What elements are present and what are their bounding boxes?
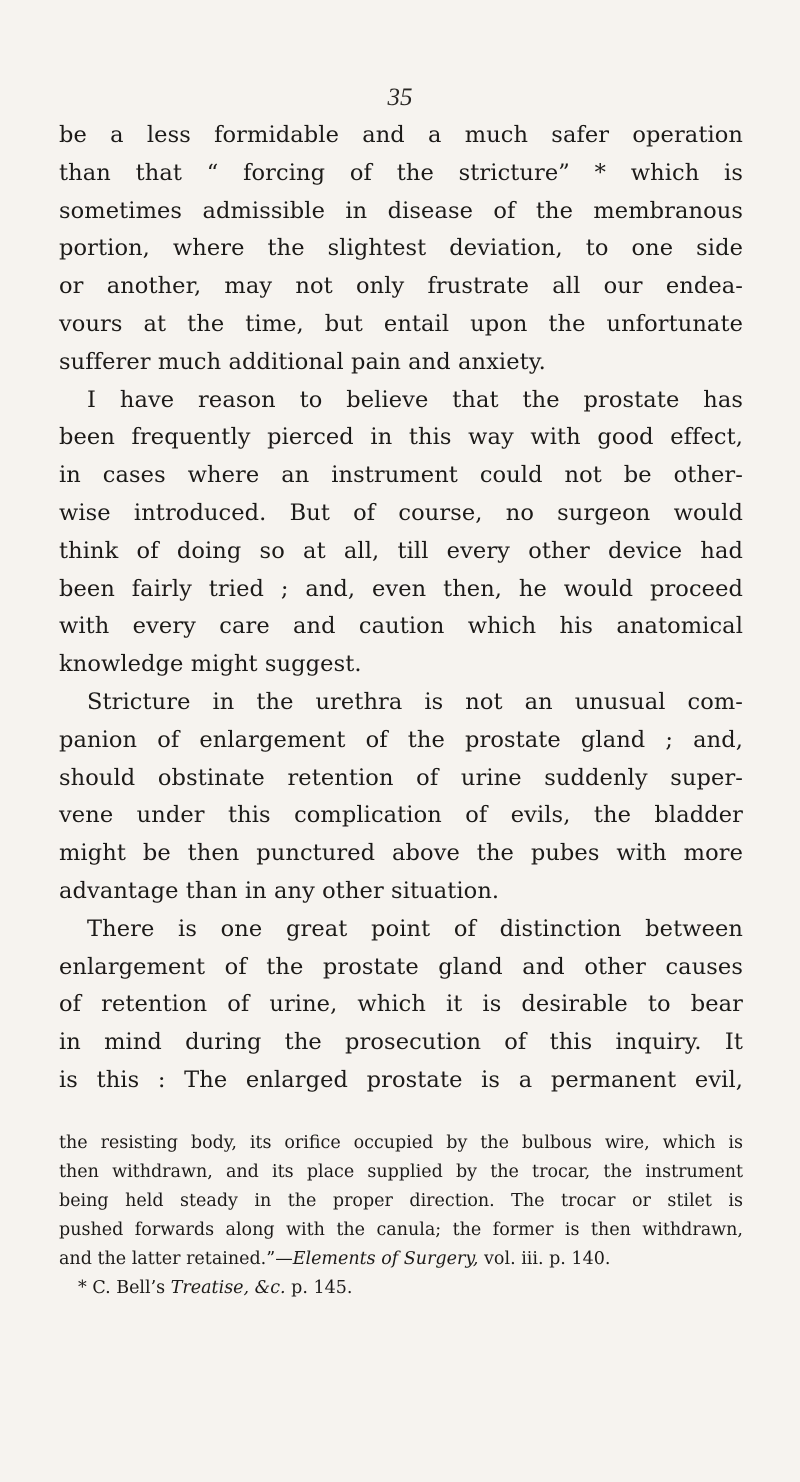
page-number: 35: [387, 84, 413, 111]
text-line: wise introduced. But of course, no surgeon would: [59, 499, 743, 526]
text-line: with every care and caution which his anatomical: [59, 613, 743, 640]
text-line: panion of enlargement of the prostate gland ; and,: [59, 726, 743, 753]
text-line: in mind during the prosecution of this inquiry. It: [59, 1029, 743, 1056]
paragraph-start-line: Stricture in the urethra is not an unusual com-: [87, 688, 743, 715]
text-line: think of doing so at all, till every other device had: [59, 537, 743, 564]
text-line: portion, where the slightest deviation, to one side: [59, 235, 743, 262]
footnote-star-line: [59, 1274, 743, 1303]
text-line: vene under this complication of evils, the bladder: [59, 802, 743, 829]
footnotes: [59, 1129, 743, 1303]
paragraph-start-line: There is one great point of distinction between: [87, 915, 743, 942]
text-line: might be then punctured above the pubes with more: [59, 840, 743, 867]
star-note-prefix: * C. Bell’s: [78, 1278, 171, 1298]
footnote-line: being held steady in the proper direction. The trocar or stilet is: [59, 1191, 743, 1211]
text-line: vours at the time, but entail upon the unfortunate: [59, 310, 743, 337]
footnote-citation-line: [59, 1245, 743, 1274]
text-line: sufferer much additional pain and anxiety.: [59, 348, 546, 375]
citation-title: Elements of Surgery,: [292, 1249, 479, 1269]
text-line: advantage than in any other situation.: [59, 877, 500, 904]
footnote-line: pushed forwards along with the canula; the former is then withdrawn,: [59, 1220, 743, 1240]
citation-suffix: vol. iii. p. 140.: [478, 1249, 611, 1269]
text-line: than that “ forcing of the stricture” * which is: [59, 159, 743, 186]
text-line: enlargement of the prostate gland and other causes: [59, 953, 743, 980]
body-text: [59, 117, 743, 1100]
text-line: should obstinate retention of urine suddenly super-: [59, 764, 743, 791]
footnote-line: then withdrawn, and its place supplied by the trocar, the instrument: [59, 1162, 743, 1182]
text-line: is this : The enlarged prostate is a permanent evil,: [59, 1066, 743, 1093]
paragraph-start-line: I have reason to believe that the prostate has: [87, 386, 743, 413]
text-line: in cases where an instrument could not be other-: [59, 462, 743, 489]
text-line: sometimes admissible in disease of the membranous: [59, 197, 743, 224]
text-line: be a less formidable and a much safer operation: [59, 122, 743, 148]
footnote-line: the resisting body, its orifice occupied by the bulbous wire, which is: [59, 1133, 743, 1153]
text-line: been fairly tried ; and, even then, he would proceed: [59, 575, 743, 602]
text-line: been frequently pierced in this way with good effect,: [59, 424, 743, 451]
text-line: of retention of urine, which it is desirable to bear: [59, 991, 743, 1018]
star-note-suffix: p. 145.: [285, 1278, 353, 1298]
text-line: or another, may not only frustrate all our endea-: [59, 273, 743, 300]
citation-prefix: and the latter retained.”—: [59, 1249, 293, 1269]
text-line: knowledge might suggest.: [59, 651, 362, 678]
star-note-title: Treatise, &c.: [170, 1278, 286, 1298]
